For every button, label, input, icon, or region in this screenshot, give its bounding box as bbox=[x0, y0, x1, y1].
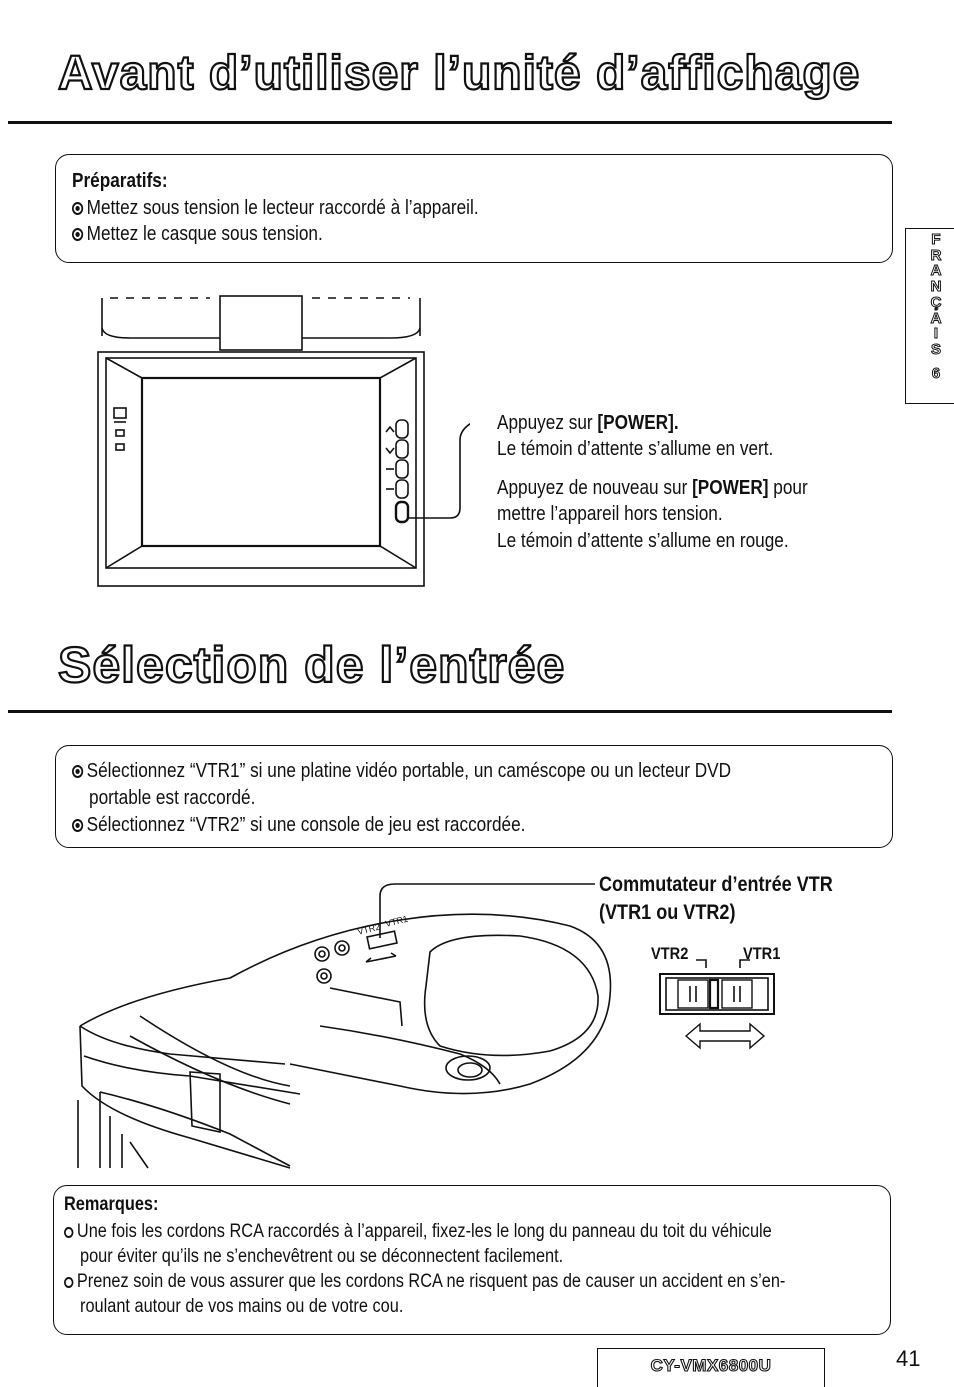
remarks-item-2b: roulant autour de vos mains ou de votre cou. bbox=[80, 1296, 404, 1317]
power-text-1: Appuyez sur bbox=[497, 412, 598, 434]
section-title-selection: Sélection de l’entrée bbox=[58, 637, 566, 693]
power-text-3b: pour bbox=[768, 477, 808, 499]
vtr-switch-label-1: Commutateur d’entrée VTR bbox=[599, 873, 833, 896]
preparatifs-text-2: Mettez le casque sous tension. bbox=[86, 223, 323, 245]
power-instruction-2: Le témoin d’attente s’allume en vert. bbox=[497, 438, 774, 460]
power-instruction-4: mettre l’appareil hors tension. bbox=[497, 503, 723, 525]
bullet-icon bbox=[64, 1227, 73, 1238]
vtr-switch-label-2: (VTR1 ou VTR2) bbox=[599, 901, 736, 924]
bullet-icon bbox=[72, 202, 83, 215]
title-rule-2 bbox=[8, 710, 892, 713]
preparatifs-item-2 bbox=[72, 221, 323, 247]
bullet-icon bbox=[72, 228, 83, 241]
section-title-avant: Avant d’utiliser l’unité d’affichage bbox=[58, 47, 861, 100]
ceiling-unit-illustration bbox=[70, 876, 630, 1172]
power-text-3: Appuyez de nouveau sur bbox=[497, 477, 693, 499]
small-vtr1-label: VTR1 bbox=[384, 913, 409, 929]
power-key-1: [POWER]. bbox=[597, 412, 679, 434]
selection-text-1: Sélectionnez “VTR1” si une platine vidéo portable, un caméscope ou un lecteur DVD bbox=[86, 760, 732, 782]
side-letter: R bbox=[930, 246, 942, 264]
selection-text-2: Sélectionnez “VTR2” si une console de jeu est raccordée. bbox=[86, 814, 526, 836]
remarks-item-1a bbox=[64, 1219, 772, 1245]
remarks-text-1a: Une fois les cordons RCA raccordés à l’appareil, fixez-les le long du panneau du toit du véhicule bbox=[76, 1221, 772, 1242]
power-instruction-3 bbox=[497, 475, 893, 501]
display-unit-illustration bbox=[90, 288, 470, 594]
side-letter: A bbox=[930, 309, 942, 327]
bullet-icon bbox=[72, 819, 83, 832]
bullet-icon bbox=[64, 1277, 73, 1288]
side-letter: N bbox=[930, 278, 942, 296]
side-letter: I bbox=[933, 325, 939, 343]
vtr1-label: VTR1 bbox=[743, 944, 781, 963]
small-vtr2-label: VTR2 bbox=[356, 921, 382, 937]
power-instruction-5: Le témoin d’attente s’allume en rouge. bbox=[497, 530, 789, 552]
side-letter: F bbox=[931, 231, 941, 248]
remarks-heading: Remarques: bbox=[64, 1194, 159, 1215]
side-section-number: 6 bbox=[931, 364, 941, 382]
side-letter: A bbox=[930, 262, 942, 280]
preparatifs-text-1: Mettez sous tension le lecteur raccordé à l’appareil. bbox=[86, 197, 479, 219]
side-letter: Ç bbox=[930, 293, 942, 311]
power-key-2: [POWER] bbox=[692, 477, 769, 499]
page-number: 41 bbox=[896, 1346, 921, 1371]
remarks-item-2a bbox=[64, 1269, 785, 1295]
power-instruction-1 bbox=[497, 410, 679, 436]
title-rule-1 bbox=[8, 121, 892, 124]
bullet-icon bbox=[72, 765, 83, 778]
language-side-letters bbox=[926, 232, 946, 381]
preparatifs-heading: Préparatifs: bbox=[72, 170, 168, 192]
footer-model: CY-VMX6800U bbox=[650, 1356, 772, 1375]
vtr-switch-detail[interactable] bbox=[650, 954, 790, 1054]
side-letter: S bbox=[930, 340, 941, 358]
selection-item-1b: portable est raccordé. bbox=[89, 787, 256, 809]
remarks-text-2a: Prenez soin de vous assurer que les cordons RCA ne risquent pas de causer un accident en s’en- bbox=[76, 1271, 786, 1292]
preparatifs-item-1 bbox=[72, 195, 479, 221]
vtr2-label: VTR2 bbox=[651, 944, 689, 963]
selection-item-1 bbox=[72, 758, 731, 784]
remarks-item-1b: pour éviter qu’ils ne s’enchevêtrent ou se déconnectent facilement. bbox=[80, 1246, 564, 1267]
selection-item-2 bbox=[72, 812, 525, 838]
